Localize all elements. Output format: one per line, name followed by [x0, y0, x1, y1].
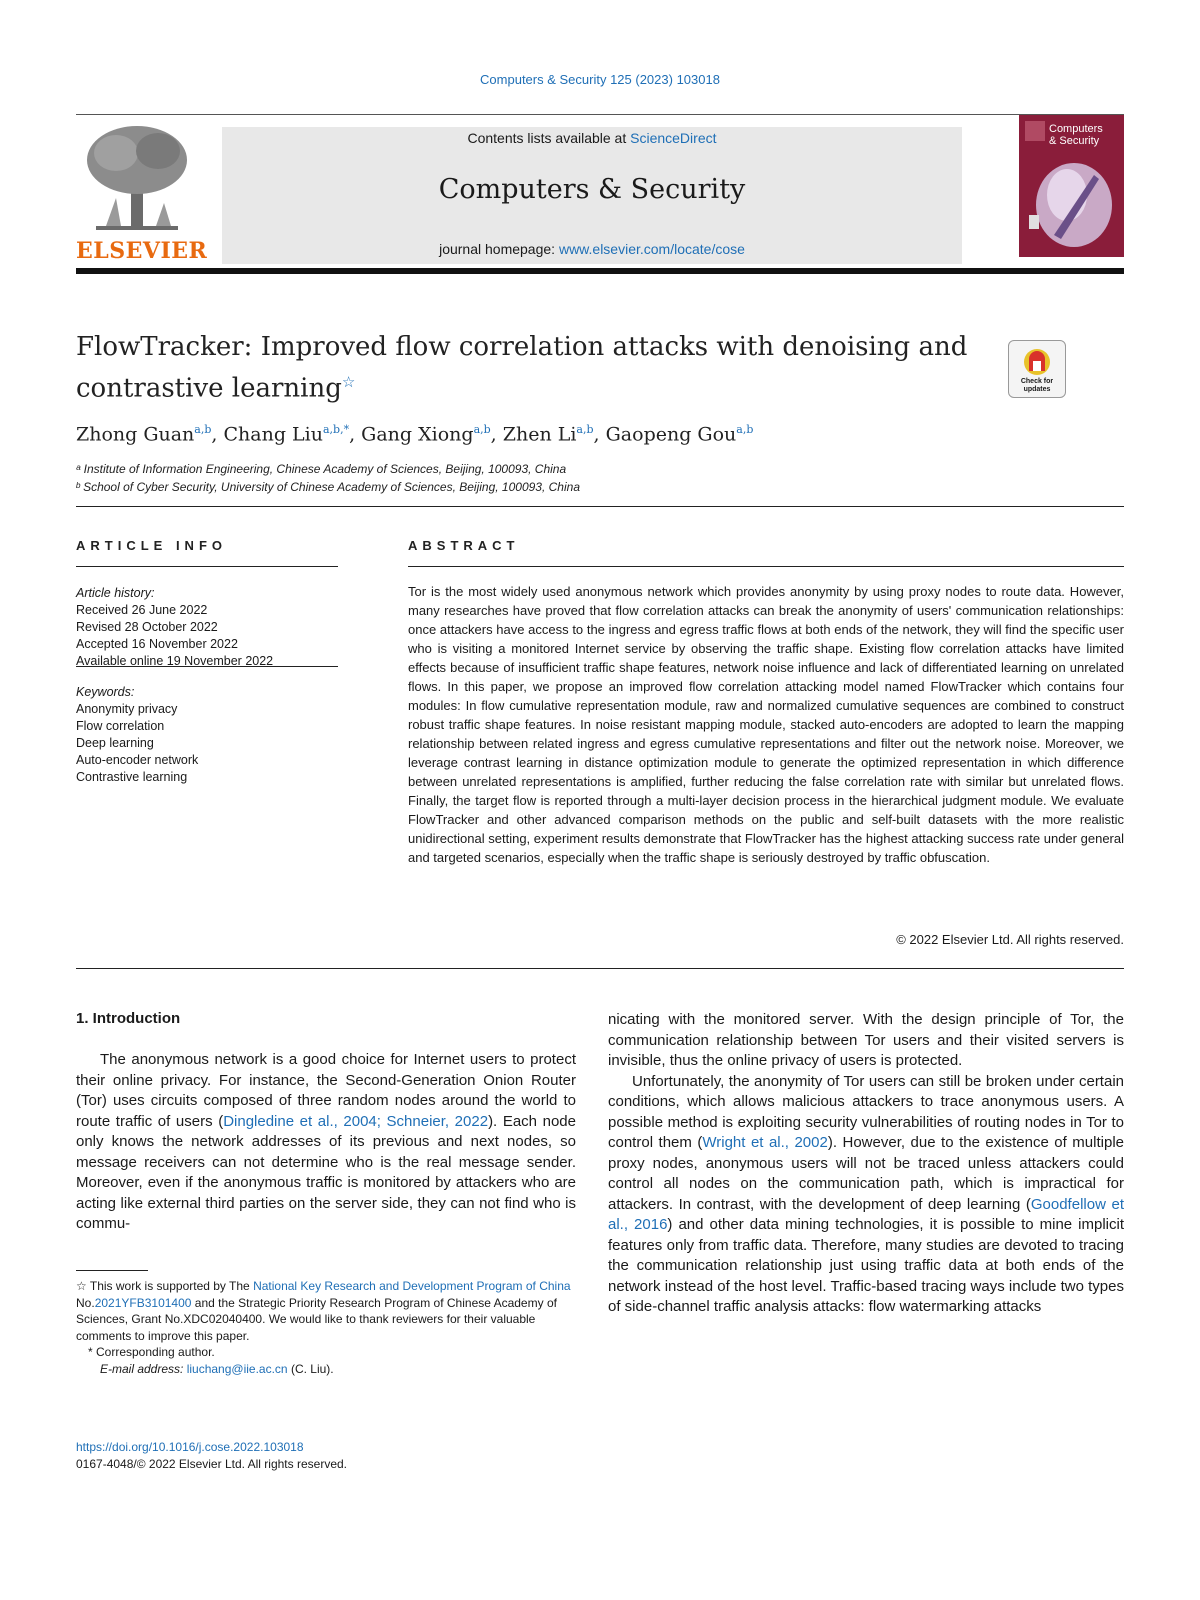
affiliation-b: ᵇ School of Cyber Security, University of Chinese Academy of Sciences, Beijing, 100093, China [76, 480, 580, 494]
sciencedirect-link[interactable]: ScienceDirect [630, 130, 717, 146]
issn-copyright: 0167-4048/© 2022 Elsevier Ltd. All rights reserved. [76, 1457, 347, 1471]
history-label: Article history: [76, 586, 155, 600]
email-link[interactable]: liuchang@iie.ac.cn [186, 1361, 288, 1376]
author-affiliation-marker[interactable]: a,b [736, 423, 754, 436]
article-info-body [76, 585, 346, 786]
keyword-item: Flow correlation [76, 719, 165, 733]
author-separator: , [593, 423, 606, 446]
author-affiliation-marker[interactable]: a,b [194, 423, 212, 436]
author-affiliation-marker[interactable]: a,b [473, 423, 491, 436]
contents-available-line [222, 130, 962, 146]
check-for-updates-button[interactable] [1008, 340, 1066, 398]
keyword-item: Contrastive learning [76, 770, 188, 784]
citation-link[interactable]: Goodfellow et al., 2016 [608, 1195, 1124, 1233]
author-separator: , [349, 423, 362, 446]
journal-homepage-link[interactable]: www.elsevier.com/locate/cose [558, 241, 745, 257]
journal-cover-thumbnail[interactable] [1019, 115, 1124, 257]
title-footnote-marker[interactable]: ☆ [341, 373, 356, 391]
author-name[interactable]: Gang Xiong [361, 423, 474, 446]
check-updates-label: Check for updates [1020, 378, 1054, 393]
corresponding-author-note: * Corresponding author. [88, 1345, 215, 1359]
cover-title: Computers & Security [1049, 123, 1103, 147]
author-separator: , [490, 423, 503, 446]
intro-paragraph-1-continued: nicating with the monitored server. With the design principle of Tor, the communication relationship between Tor users and their visited servers is invisible, thus the online privacy of users is protected. [608, 1011, 1124, 1069]
paper-title: FlowTracker: Improved flow correlation attacks with denoising and contrastive learning☆ [76, 332, 968, 404]
body-column-right [608, 1010, 1124, 1318]
author-name[interactable]: Zhong Guan [76, 423, 195, 446]
contents-prefix: Contents lists available at [467, 130, 631, 146]
keyword-item: Anonymity privacy [76, 702, 178, 716]
article-info-rule [76, 566, 338, 567]
received-date: Received 26 June 2022 [76, 603, 208, 617]
footnote-rule [76, 1270, 148, 1271]
affiliation-divider [76, 506, 1124, 507]
author-affiliation-marker[interactable]: a,b,* [322, 423, 350, 436]
citation-link[interactable]: Wright et al., 2002 [702, 1134, 828, 1151]
email-note: E-mail address: liuchang@iie.ac.cn (C. Liu). [100, 1361, 334, 1376]
article-info-heading: ARTICLE INFO [76, 538, 227, 553]
abstract-bottom-rule [76, 968, 1124, 969]
author-affiliation-marker[interactable]: a,b [576, 423, 594, 436]
journal-reference[interactable]: Computers & Security 125 (2023) 103018 [480, 72, 720, 87]
keywords-label: Keywords: [76, 685, 135, 699]
journal-homepage-line [222, 241, 962, 257]
author-name[interactable]: Gaopeng Gou [605, 423, 737, 446]
accepted-date: Accepted 16 November 2022 [76, 637, 238, 651]
author-list [76, 423, 976, 445]
intro-paragraph-1: The anonymous network is a good choice for Internet users to protect their online privacy. For instance, the Second-Generation Onion Router (Tor) uses circuits composed of three random nodes around the world to route traffic of users (Dingledine et al., 2004; Schneier, 2022). Each node only knows the network addresses of its previous and next nodes, so message receivers can not determine who is the real message sender. Moreover, even if the anonymous traffic is monitored by attackers who are acting like external third parties on the server side, they can not find who is commu- [76, 1051, 576, 1232]
author-name[interactable]: Chang Liu [223, 423, 323, 446]
funding-footnote: ☆ This work is supported by The National Key Research and Development Program of China No.2021YFB3101400 and the Strategic Priority Research Program of Chinese Academy of Sciences, Grant No.XDC02040400. We would like to thank reviewers for their valuable comments to improve this paper. [76, 1279, 571, 1343]
journal-title: Computers & Security [438, 174, 746, 205]
citation-link[interactable]: Dingledine et al., 2004; Schneier, 2022 [223, 1112, 489, 1130]
abstract-text: Tor is the most widely used anonymous network which provides anonymity by using proxy nodes to route data. However, many researches have proved that flow correlation attacks can break the anonymity of users' communication relationships: once attackers have access to the ingress and egress traffic flows at both ends of the network, they will find the specific user who is visiting a monitored Internet service by observing the traffic shape. Existing flow correlation attacks have limited effects because of insufficient traffic shape features, network noise influence and lack of differentiated learning on unrelated flows. In this paper, we propose an improved flow correlation attacking model named FlowTracker which contains four modules: In flow cumulative representation module, raw and normalized cumulative sequences are combined to construct robust traffic shape features. In noise resistant mapping module, stacked auto-encoders are adopted to learn the mapping relationship between related ingress and egress cumulative representations and filter out the network noise. Moreover, we leverage contrast learning in distance optimization module to generate the optimized representation in which difference between unrelated representations is amplified, further reducing the false correlation rate with similar but unrelated flows. Finally, the target flow is reported through a multi-layer decision process in the hierarchical judgment module. We evaluate FlowTracker and other advanced comparison methods on the public and self-built datasets with the more realistic unidirectional setting, experiment results demonstrate that FlowTracker has the highest attacking success rate under general and targeted scenarios, especially when the traffic shape is seriously destroyed by traffic obfuscation. [408, 584, 1124, 865]
grant-number-link[interactable]: 2021YFB3101400 [94, 1295, 192, 1310]
header-top-rule [76, 114, 1124, 115]
section-heading-introduction: 1. Introduction [76, 1010, 181, 1027]
revised-date: Revised 28 October 2022 [76, 620, 218, 634]
abstract-heading: ABSTRACT [408, 538, 520, 553]
affiliation-a: ᵃ Institute of Information Engineering, Chinese Academy of Sciences, Beijing, 100093, China [76, 462, 567, 476]
doi-link[interactable]: https://doi.org/10.1016/j.cose.2022.103018 [76, 1440, 304, 1454]
header-bottom-rule [76, 268, 1124, 274]
author-name[interactable]: Zhen Li [502, 423, 577, 446]
check-updates-icon [1009, 343, 1065, 383]
author-separator: , [211, 423, 224, 446]
homepage-prefix: journal homepage: [439, 241, 559, 257]
footnotes [76, 1278, 576, 1377]
elsevier-wordmark: ELSEVIER [76, 238, 208, 264]
keyword-item: Auto-encoder network [76, 753, 199, 767]
body-column-left [76, 1050, 576, 1235]
intro-paragraph-2: Unfortunately, the anonymity of Tor users can still be broken under certain conditions, which allows malicious attackers to trace anonymous users. A possible method is exploiting security vulnerabilities of routing nodes in Tor to control them (Wright et al., 2002). However, due to the existence of multiple proxy nodes, anonymous users will not be traced unless attackers could control all nodes on the communication path, which is impractical for attackers. In contrast, with the development of deep learning (Goodfellow et al., 2016) and other data mining technologies, it is possible to mine implicit features only from traffic data. Therefore, many studies are devoted to tracing the communication relationship just using traffic data at both ends of the network instead of the host level. Traffic-based tracing ways include two types of side-channel traffic analysis attacks: flow watermarking attacks [608, 1072, 1125, 1315]
funding-program-link[interactable]: National Key Research and Development Program of China [253, 1279, 571, 1293]
keyword-item: Deep learning [76, 736, 154, 750]
abstract-rule [408, 566, 1124, 567]
online-date: Available online 19 November 2022 [76, 654, 274, 668]
abstract-copyright: © 2022 Elsevier Ltd. All rights reserved. [896, 932, 1124, 947]
